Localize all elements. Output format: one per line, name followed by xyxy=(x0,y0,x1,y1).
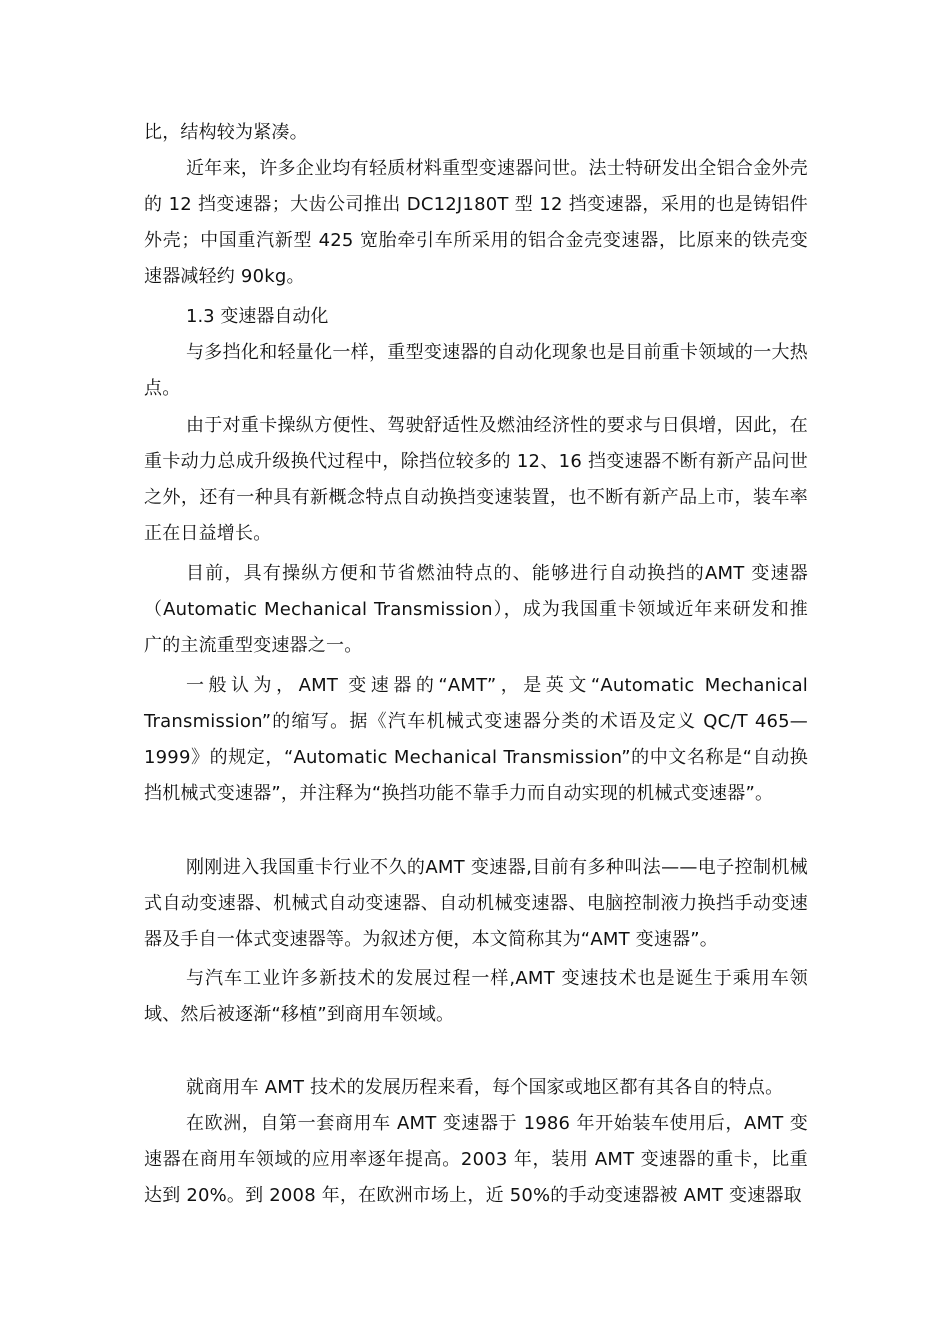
paragraph-commercial-history: 就商用车 AMT 技术的发展历程来看，每个国家或地区都有其各自的特点。 xyxy=(186,1077,784,1098)
paragraph-continuation: 比，结构较为紧凑。 xyxy=(144,122,308,143)
paragraph-lightweight-materials: 近年来，许多企业均有轻质材料重型变速器问世。法士特研发出全铝合金外壳的 12 挡变速器；大齿公司推出 DC12J180T 型 12 挡变速器，采用的也是铸铝件外壳；中国重汽新型 425 宽胎牵引车所采用的铝合金壳变速器，比原来的铁壳变速器减轻约 90kg。 xyxy=(144,158,808,287)
paragraph-europe: 在欧洲，自第一套商用车 AMT 变速器于 1986 年开始装车使用后，AMT 变速器在商用车领域的应用率逐年提高。2003 年，装用 AMT 变速器的重卡，比重达到 20%。到 2008 年，在欧洲市场上，近 50%的手动变速器被 AMT 变速器取 xyxy=(144,1113,808,1206)
paragraph-amt-origin: 与汽车工业许多新技术的发展过程一样,AMT 变速技术也是诞生于乘用车领域、然后被逐渐“移植”到商用车领域。 xyxy=(144,968,808,1025)
paragraph-amt-names: 刚刚进入我国重卡行业不久的AMT 变速器,目前有多种叫法——电子控制机械式自动变速器、机械式自动变速器、自动机械变速器、电脑控制液力换挡手动变速器及手自一体式变速器等。为叙述方便，本文简称其为“AMT 变速器”。 xyxy=(144,857,808,950)
paragraph-demand-growth: 由于对重卡操纵方便性、驾驶舒适性及燃油经济性的要求与日俱增，因此，在重卡动力总成升级换代过程中，除挡位较多的 12、16 挡变速器不断有新产品问世之外，还有一种具有新概念特点自动换挡变速装置，也不断有新产品上市，装车率正在日益增长。 xyxy=(144,415,808,544)
section-heading-automation: 1.3 变速器自动化 xyxy=(186,306,329,327)
paragraph-automation-hotspot: 与多挡化和轻量化一样，重型变速器的自动化现象也是目前重卡领域的一大热点。 xyxy=(144,342,808,399)
paragraph-amt-mainstream: 目前，具有操纵方便和节省燃油特点的、能够进行自动换挡的AMT 变速器（Automatic Mechanical Transmission），成为我国重卡领域近年来研发和推广的主流重型变速器之一。 xyxy=(144,563,808,656)
paragraph-amt-definition: 一般认为，AMT 变速器的“AMT”，是英文“Automatic Mechanical Transmission”的缩写。据《汽车机械式变速器分类的术语及定义 QC/T 465—1999》的规定，“Automatic Mechanical Transmission”的中文名称是“自动换挡机械式变速器”，并注释为“换挡功能不靠手力而自动实现的机械式变速器”。 xyxy=(144,675,808,804)
